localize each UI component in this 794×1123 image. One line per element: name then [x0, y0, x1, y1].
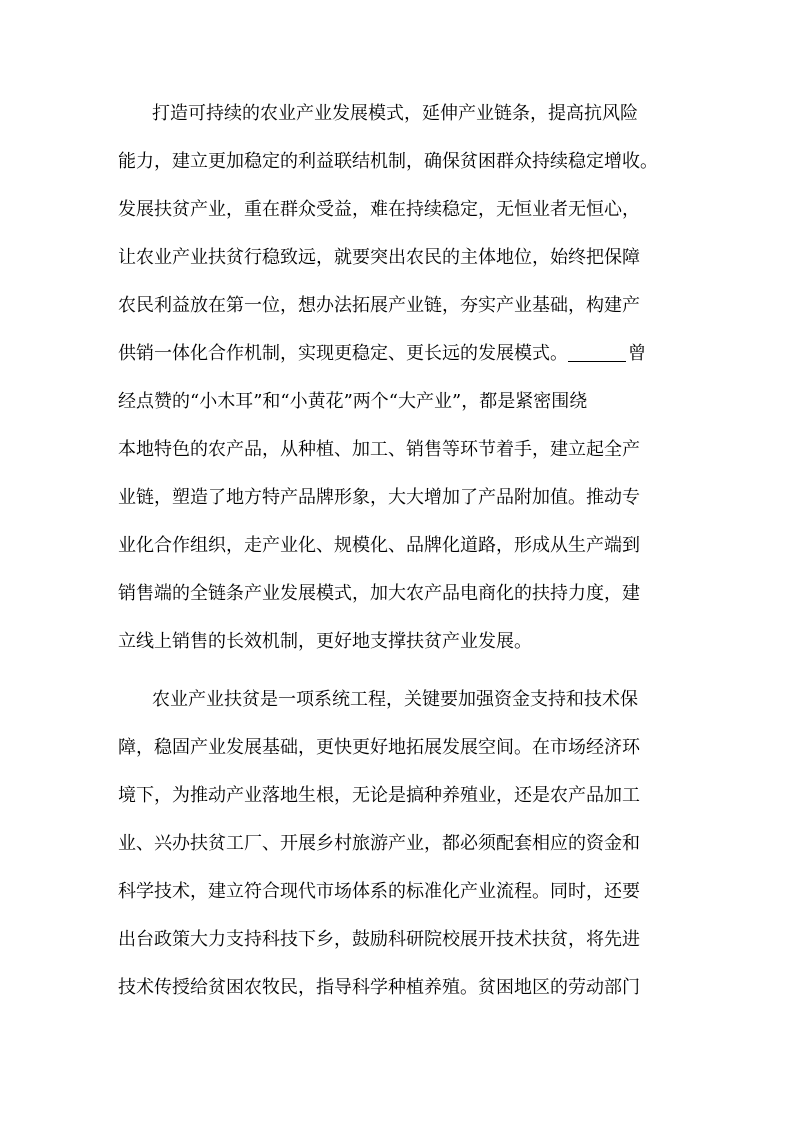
paragraph-1-line-3: 发展扶贫产业，重在群众受益，难在持续稳定，无恒业者无恒心， — [118, 199, 640, 220]
paragraph-1-line-4: 让农业产业扶贫行稳致远，就要突出农民的主体地位，始终把保障 — [118, 247, 640, 268]
paragraph-2-line-2: 障，稳固产业发展基础，更快更好地拓展发展空间。在市场经济环 — [118, 737, 640, 758]
paragraph-1-line-2: 能力，建立更加稳定的利益联结机制，确保贫困群众持续稳定增收。 — [118, 151, 658, 172]
paragraph-2-line-7: 技术传授给贫困农牧民，指导科学种植养殖。贫困地区的劳动部门 — [118, 977, 640, 998]
paragraph-2-line-5: 科学技术，建立符合现代市场体系的标准化产业流程。同时，还要 — [118, 881, 640, 902]
paragraph-1-line-9: 业链，塑造了地方特产品牌形象，大大增加了产品附加值。推动专 — [118, 487, 640, 508]
paragraph-1-line-6-tail: 曾 — [628, 343, 646, 364]
paragraph-1-line-5: 农民利益放在第一位，想办法拓展产业链，夯实产业基础，构建产 — [118, 295, 640, 316]
paragraph-1-line-6 — [118, 339, 646, 369]
paragraph-1-line-10: 业化合作组织，走产业化、规模化、品牌化道路，形成从生产端到 — [118, 535, 640, 556]
fill-in-blank — [568, 339, 628, 369]
paragraph-1-line-8: 本地特色的农产品，从种植、加工、销售等环节着手，建立起全产 — [118, 439, 640, 460]
paragraph-1-line-7: 经点赞的“小木耳”和“小黄花”两个“大产业”，都是紧密围绕 — [118, 391, 588, 412]
paragraph-2-line-1: 农业产业扶贫是一项系统工程，关键要加强资金支持和技术保 — [152, 689, 638, 710]
paragraph-2-line-6: 出台政策大力支持科技下乡，鼓励科研院校展开技术扶贫，将先进 — [118, 929, 640, 950]
paragraph-1-line-11: 销售端的全链条产业发展模式，加大农产品电商化的扶持力度，建 — [118, 583, 640, 604]
paragraph-1-line-12: 立线上销售的长效机制，更好地支撑扶贫产业发展。 — [118, 631, 532, 652]
paragraph-1-line-6-text: 供销一体化合作机制，实现更稳定、更长远的发展模式。 — [118, 343, 568, 364]
paragraph-1-line-1: 打造可持续的农业产业发展模式，延伸产业链条，提高抗风险 — [152, 103, 638, 124]
paragraph-2-line-3: 境下，为推动产业落地生根，无论是搞种养殖业，还是农产品加工 — [118, 785, 640, 806]
paragraph-2-line-4: 业、兴办扶贫工厂、开展乡村旅游产业，都必须配套相应的资金和 — [118, 833, 640, 854]
